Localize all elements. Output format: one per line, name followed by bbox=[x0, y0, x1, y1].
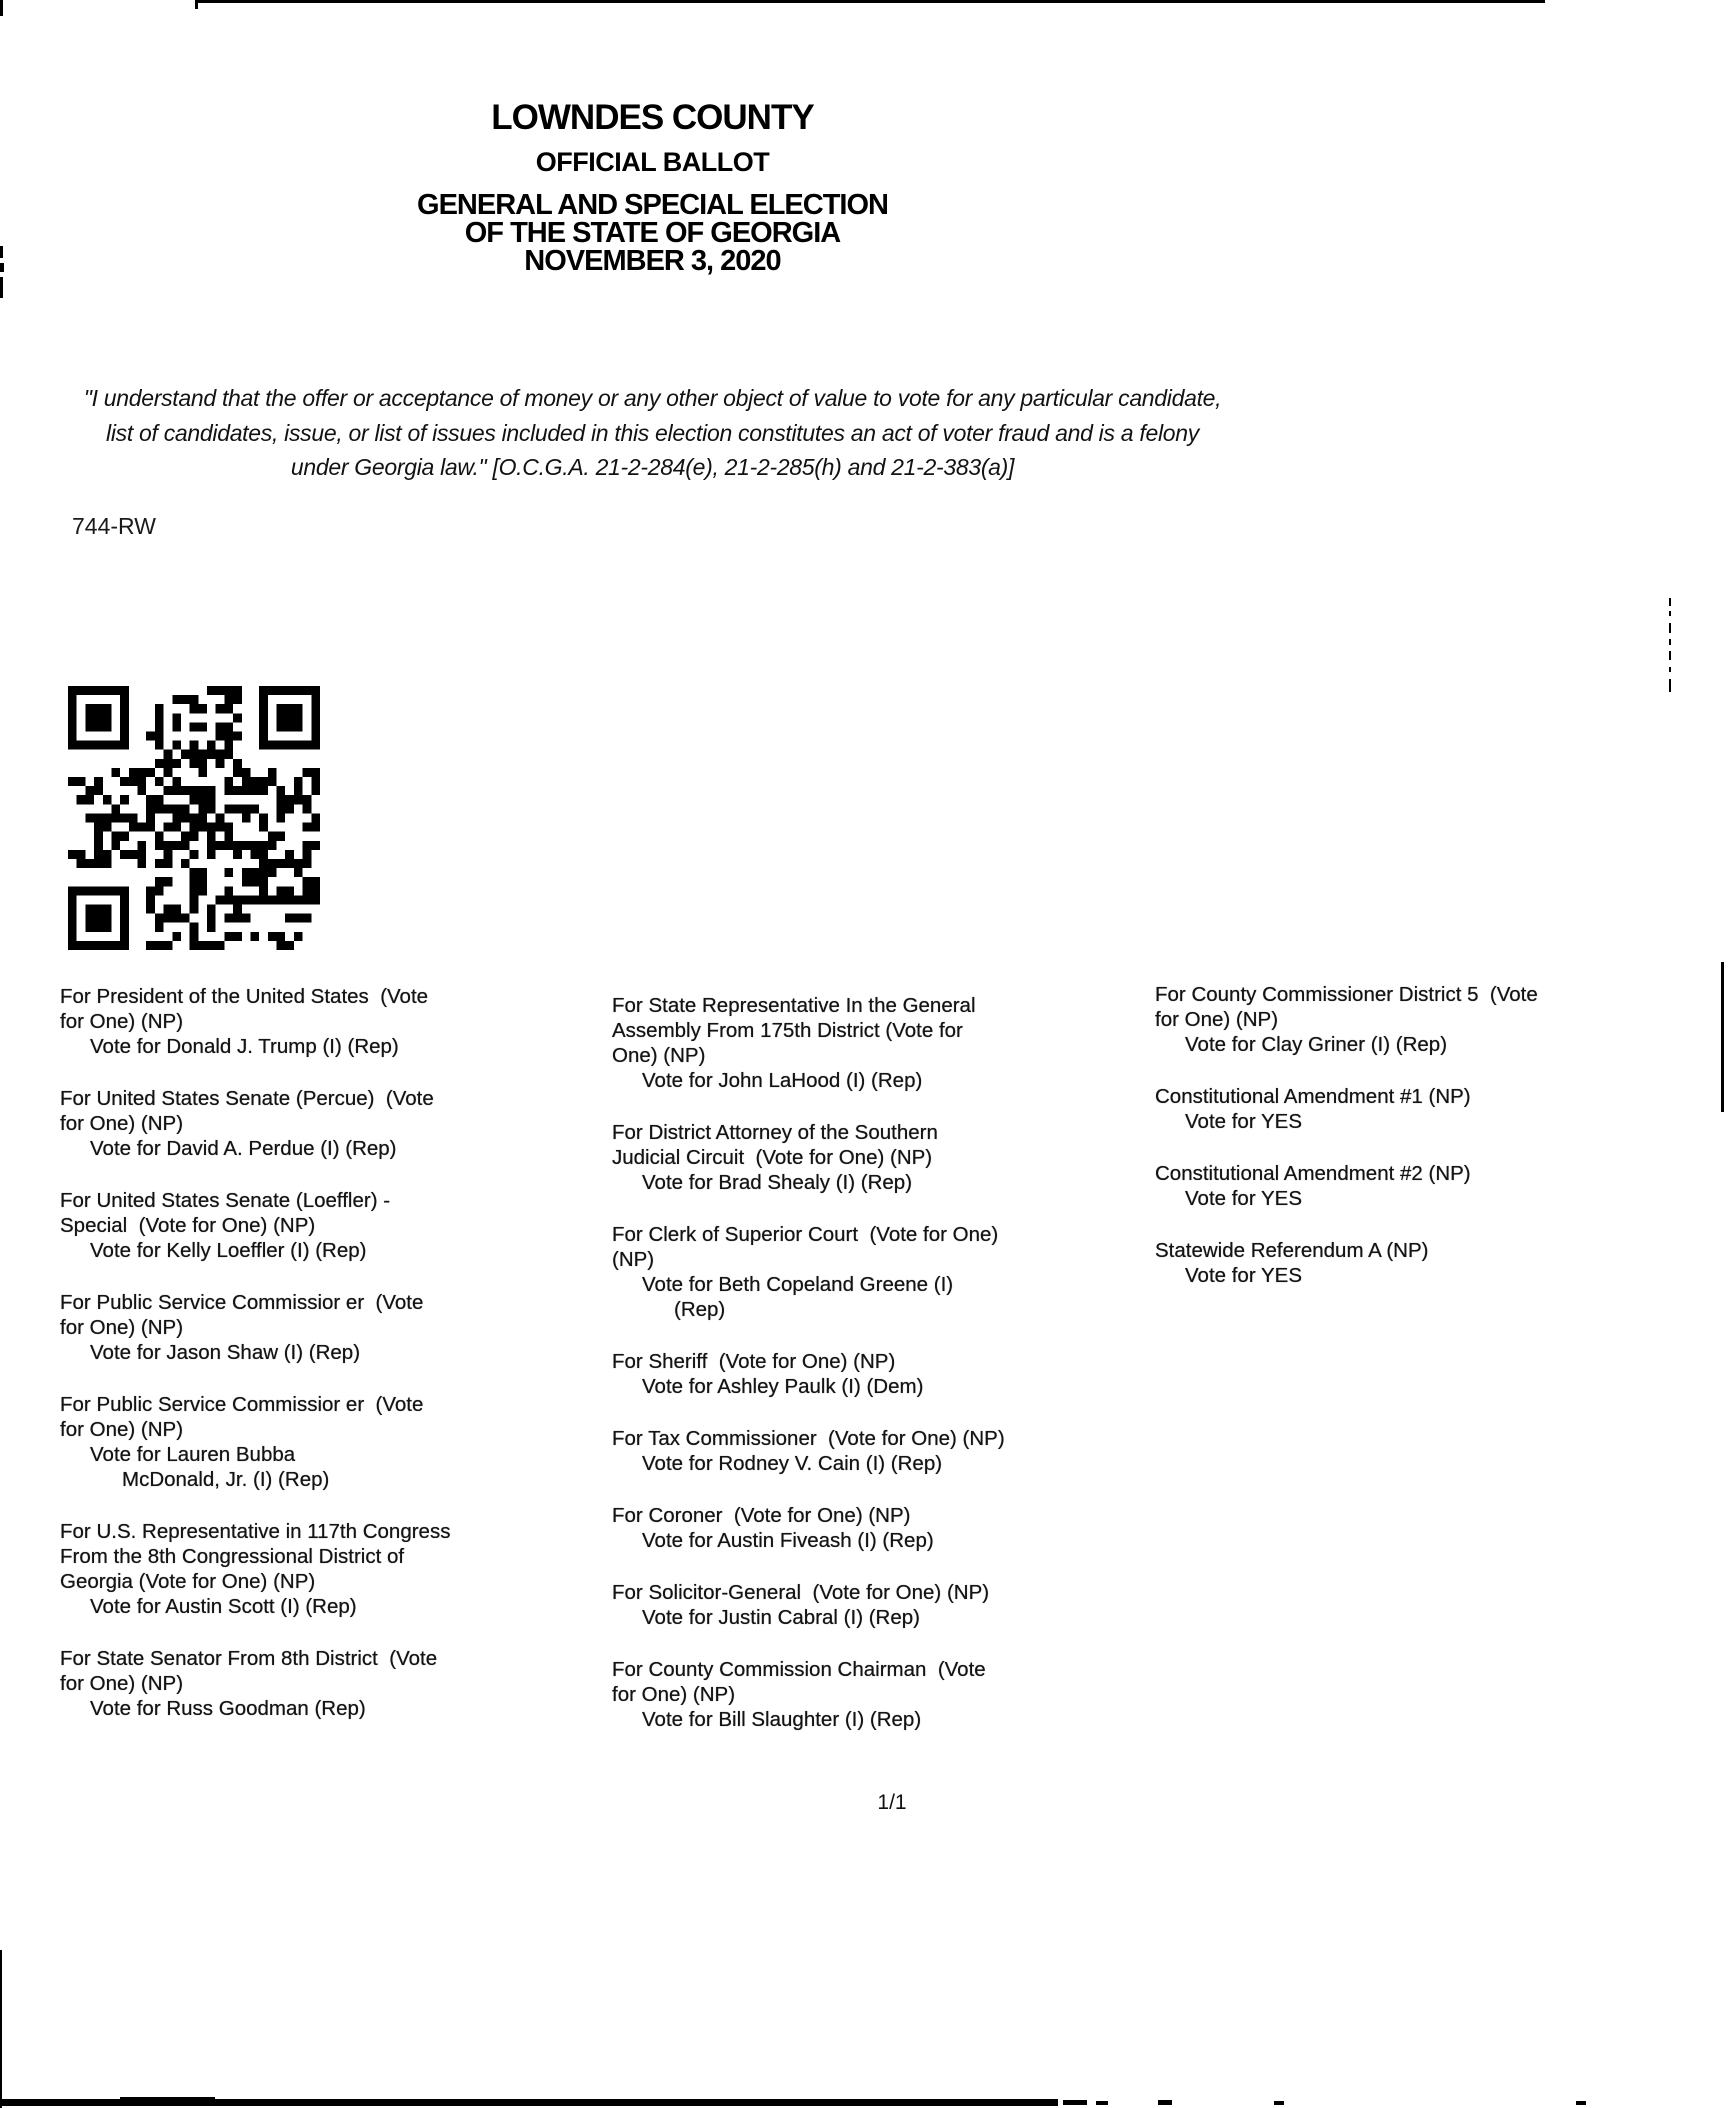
contest-block bbox=[60, 1392, 495, 1492]
vote-line: Vote for Donald J. Trump (I) (Rep) bbox=[90, 1035, 399, 1058]
scan-artifact-bottom-dash bbox=[1096, 2101, 1108, 2105]
contest-block bbox=[60, 1086, 495, 1161]
scan-artifact-bottom-edge bbox=[0, 1950, 2, 2108]
scan-artifact-bottom-dash bbox=[1063, 2100, 1087, 2105]
contest-title-line: For President of the United States (Vote bbox=[60, 985, 429, 1008]
contest-block bbox=[612, 993, 1062, 1093]
contest-title-line: For Tax Commissioner (Vote for One) (NP) bbox=[612, 1427, 1005, 1450]
scan-artifact-right-dash bbox=[1669, 679, 1671, 692]
contest-title-line: For Sheriff (Vote for One) (NP) bbox=[612, 1350, 896, 1373]
vote-line: Vote for Brad Shealy (I) (Rep) bbox=[642, 1171, 913, 1194]
vote-line: (Rep) bbox=[674, 1298, 726, 1321]
contest-title-line: For District Attorney of the Southern bbox=[612, 1121, 938, 1144]
vote-line: Vote for YES bbox=[1185, 1187, 1303, 1210]
election-title-line3: NOVEMBER 3, 2020 bbox=[524, 245, 781, 277]
contest-title-line: For Public Service Commissior er (Vote bbox=[60, 1291, 424, 1314]
contest-block bbox=[612, 1222, 1062, 1322]
contest-title-line: (NP) bbox=[612, 1248, 655, 1271]
contest-title-line: For County Commissioner District 5 (Vote bbox=[1155, 983, 1538, 1006]
scan-artifact-bottom-bar bbox=[120, 2097, 215, 2106]
vote-line: Vote for Russ Goodman (Rep) bbox=[90, 1697, 366, 1720]
contest-block bbox=[1155, 1161, 1728, 1211]
contest-title-line: for One) (NP) bbox=[60, 1010, 184, 1033]
contest-block bbox=[60, 1290, 495, 1365]
scan-artifact-right-dash bbox=[1669, 651, 1671, 660]
election-title bbox=[60, 191, 1245, 275]
contest-block bbox=[612, 1657, 1062, 1732]
contest-title-line: for One) (NP) bbox=[60, 1316, 184, 1339]
contest-block bbox=[60, 1519, 495, 1619]
ballot-column bbox=[1155, 982, 1728, 1315]
vote-line: Vote for YES bbox=[1185, 1110, 1303, 1133]
scan-artifact-right-dash bbox=[1669, 611, 1671, 616]
county-title: LOWNDES COUNTY bbox=[491, 98, 814, 137]
voter-fraud-disclaimer bbox=[40, 381, 1265, 485]
page-number: 1/1 bbox=[877, 1791, 907, 1814]
contest-block bbox=[60, 1188, 495, 1263]
vote-line: Vote for Austin Fiveash (I) (Rep) bbox=[642, 1529, 934, 1552]
vote-line: Vote for Kelly Loeffler (I) (Rep) bbox=[90, 1239, 367, 1262]
scan-artifact-corner-tick bbox=[0, 0, 3, 16]
vote-line: Vote for David A. Perdue (I) (Rep) bbox=[90, 1137, 397, 1160]
contest-title-line: for One) (NP) bbox=[60, 1672, 184, 1695]
contest-title-line: Statewide Referendum A (NP) bbox=[1155, 1239, 1429, 1262]
contest-title-line: For Clerk of Superior Court (Vote for One) bbox=[612, 1223, 999, 1246]
vote-line: Vote for Austin Scott (I) (Rep) bbox=[90, 1595, 357, 1618]
contest-title-line: For Public Service Commissior er (Vote bbox=[60, 1393, 424, 1416]
disclaimer-line: "I understand that the offer or acceptance of money or any other object of value to vote for any particular candidate, bbox=[83, 385, 1222, 411]
contest-title-line: for One) (NP) bbox=[1155, 1008, 1279, 1031]
scan-artifact-top-tick bbox=[195, 0, 198, 9]
scan-artifact-left-dash bbox=[0, 263, 4, 272]
contest-title-line: Constitutional Amendment #2 (NP) bbox=[1155, 1162, 1471, 1185]
contest-title-line: One) (NP) bbox=[612, 1044, 706, 1067]
contest-title-line: Judicial Circuit (Vote for One) (NP) bbox=[612, 1146, 933, 1169]
contest-block bbox=[612, 1580, 1062, 1630]
contest-title-line: For Coroner (Vote for One) (NP) bbox=[612, 1504, 911, 1527]
vote-line: Vote for John LaHood (I) (Rep) bbox=[642, 1069, 923, 1092]
ballot-type-title: OFFICIAL BALLOT bbox=[535, 147, 770, 177]
disclaimer-line: under Georgia law." [O.C.G.A. 21-2-284(e), 21-2-285(h) and 21-2-383(a)] bbox=[290, 454, 1015, 480]
contest-block bbox=[612, 1503, 1062, 1553]
scan-artifact-top-line bbox=[195, 0, 1545, 3]
disclaimer-line: list of candidates, issue, or list of issues included in this election constitutes an act of voter fraud and is a felony bbox=[106, 419, 1199, 446]
contest-title-line: For U.S. Representative in 117th Congress bbox=[60, 1520, 451, 1543]
vote-line: Vote for Lauren Bubba bbox=[90, 1443, 296, 1466]
precinct-code: 744-RW bbox=[72, 513, 156, 539]
vote-line: McDonald, Jr. (I) (Rep) bbox=[122, 1468, 330, 1491]
contest-block bbox=[60, 1646, 495, 1721]
contest-block bbox=[612, 1426, 1062, 1476]
vote-line: Vote for Clay Griner (I) (Rep) bbox=[1185, 1033, 1448, 1056]
contest-title-line: Special (Vote for One) (NP) bbox=[60, 1214, 316, 1237]
contest-title-line: Assembly From 175th District (Vote for bbox=[612, 1019, 963, 1042]
vote-line: Vote for Jason Shaw (I) (Rep) bbox=[90, 1341, 361, 1364]
contest-title-line: For United States Senate (Loeffler) - bbox=[60, 1189, 391, 1212]
contest-title-line: For State Representative In the General bbox=[612, 994, 976, 1017]
contest-block bbox=[60, 984, 495, 1059]
scan-artifact-right-dash bbox=[1669, 667, 1671, 672]
contest-title-line: For County Commission Chairman (Vote bbox=[612, 1658, 986, 1681]
scan-artifact-bottom-dash bbox=[1576, 2101, 1586, 2105]
contest-title-line: Constitutional Amendment #1 (NP) bbox=[1155, 1085, 1471, 1108]
contest-block bbox=[1155, 982, 1728, 1057]
contest-block bbox=[1155, 1238, 1728, 1288]
vote-line: Vote for YES bbox=[1185, 1264, 1303, 1287]
contest-title-line: for One) (NP) bbox=[60, 1112, 184, 1135]
scan-artifact-left-dash bbox=[0, 246, 3, 258]
scan-artifact-bottom-dash bbox=[1274, 2101, 1284, 2105]
contest-title-line: for One) (NP) bbox=[60, 1418, 184, 1441]
vote-line: Vote for Justin Cabral (I) (Rep) bbox=[642, 1606, 920, 1629]
scan-artifact-right-line bbox=[1721, 962, 1724, 1112]
vote-line: Vote for Bill Slaughter (I) (Rep) bbox=[642, 1708, 922, 1731]
contest-title-line: for One) (NP) bbox=[612, 1683, 736, 1706]
contest-block bbox=[612, 1349, 1062, 1399]
scan-artifact-left-dash bbox=[0, 277, 3, 298]
ballot-column bbox=[60, 984, 495, 1748]
qr-code-icon bbox=[68, 686, 320, 950]
contest-title-line: From the 8th Congressional District of bbox=[60, 1545, 405, 1568]
vote-line: Vote for Ashley Paulk (I) (Dem) bbox=[642, 1375, 924, 1398]
contest-block bbox=[1155, 1084, 1728, 1134]
contest-title-line: For United States Senate (Percue) (Vote bbox=[60, 1087, 434, 1110]
contest-title-line: For State Senator From 8th District (Vote bbox=[60, 1647, 438, 1670]
scan-artifact-right-dash bbox=[1669, 598, 1671, 606]
contest-title-line: Georgia (Vote for One) (NP) bbox=[60, 1570, 316, 1593]
scan-artifact-right-dash bbox=[1669, 639, 1671, 645]
election-title-line1: GENERAL AND SPECIAL ELECTION bbox=[417, 189, 888, 221]
ballot-column bbox=[612, 993, 1062, 1759]
contest-title-line: For Solicitor-General (Vote for One) (NP) bbox=[612, 1581, 990, 1604]
election-title-line2: OF THE STATE OF GEORGIA bbox=[464, 217, 841, 249]
scan-artifact-bottom-dash bbox=[1158, 2100, 1172, 2105]
vote-line: Vote for Rodney V. Cain (I) (Rep) bbox=[642, 1452, 943, 1475]
scan-artifact-right-dash bbox=[1669, 623, 1671, 633]
vote-line: Vote for Beth Copeland Greene (I) bbox=[642, 1273, 954, 1296]
contest-block bbox=[612, 1120, 1062, 1195]
